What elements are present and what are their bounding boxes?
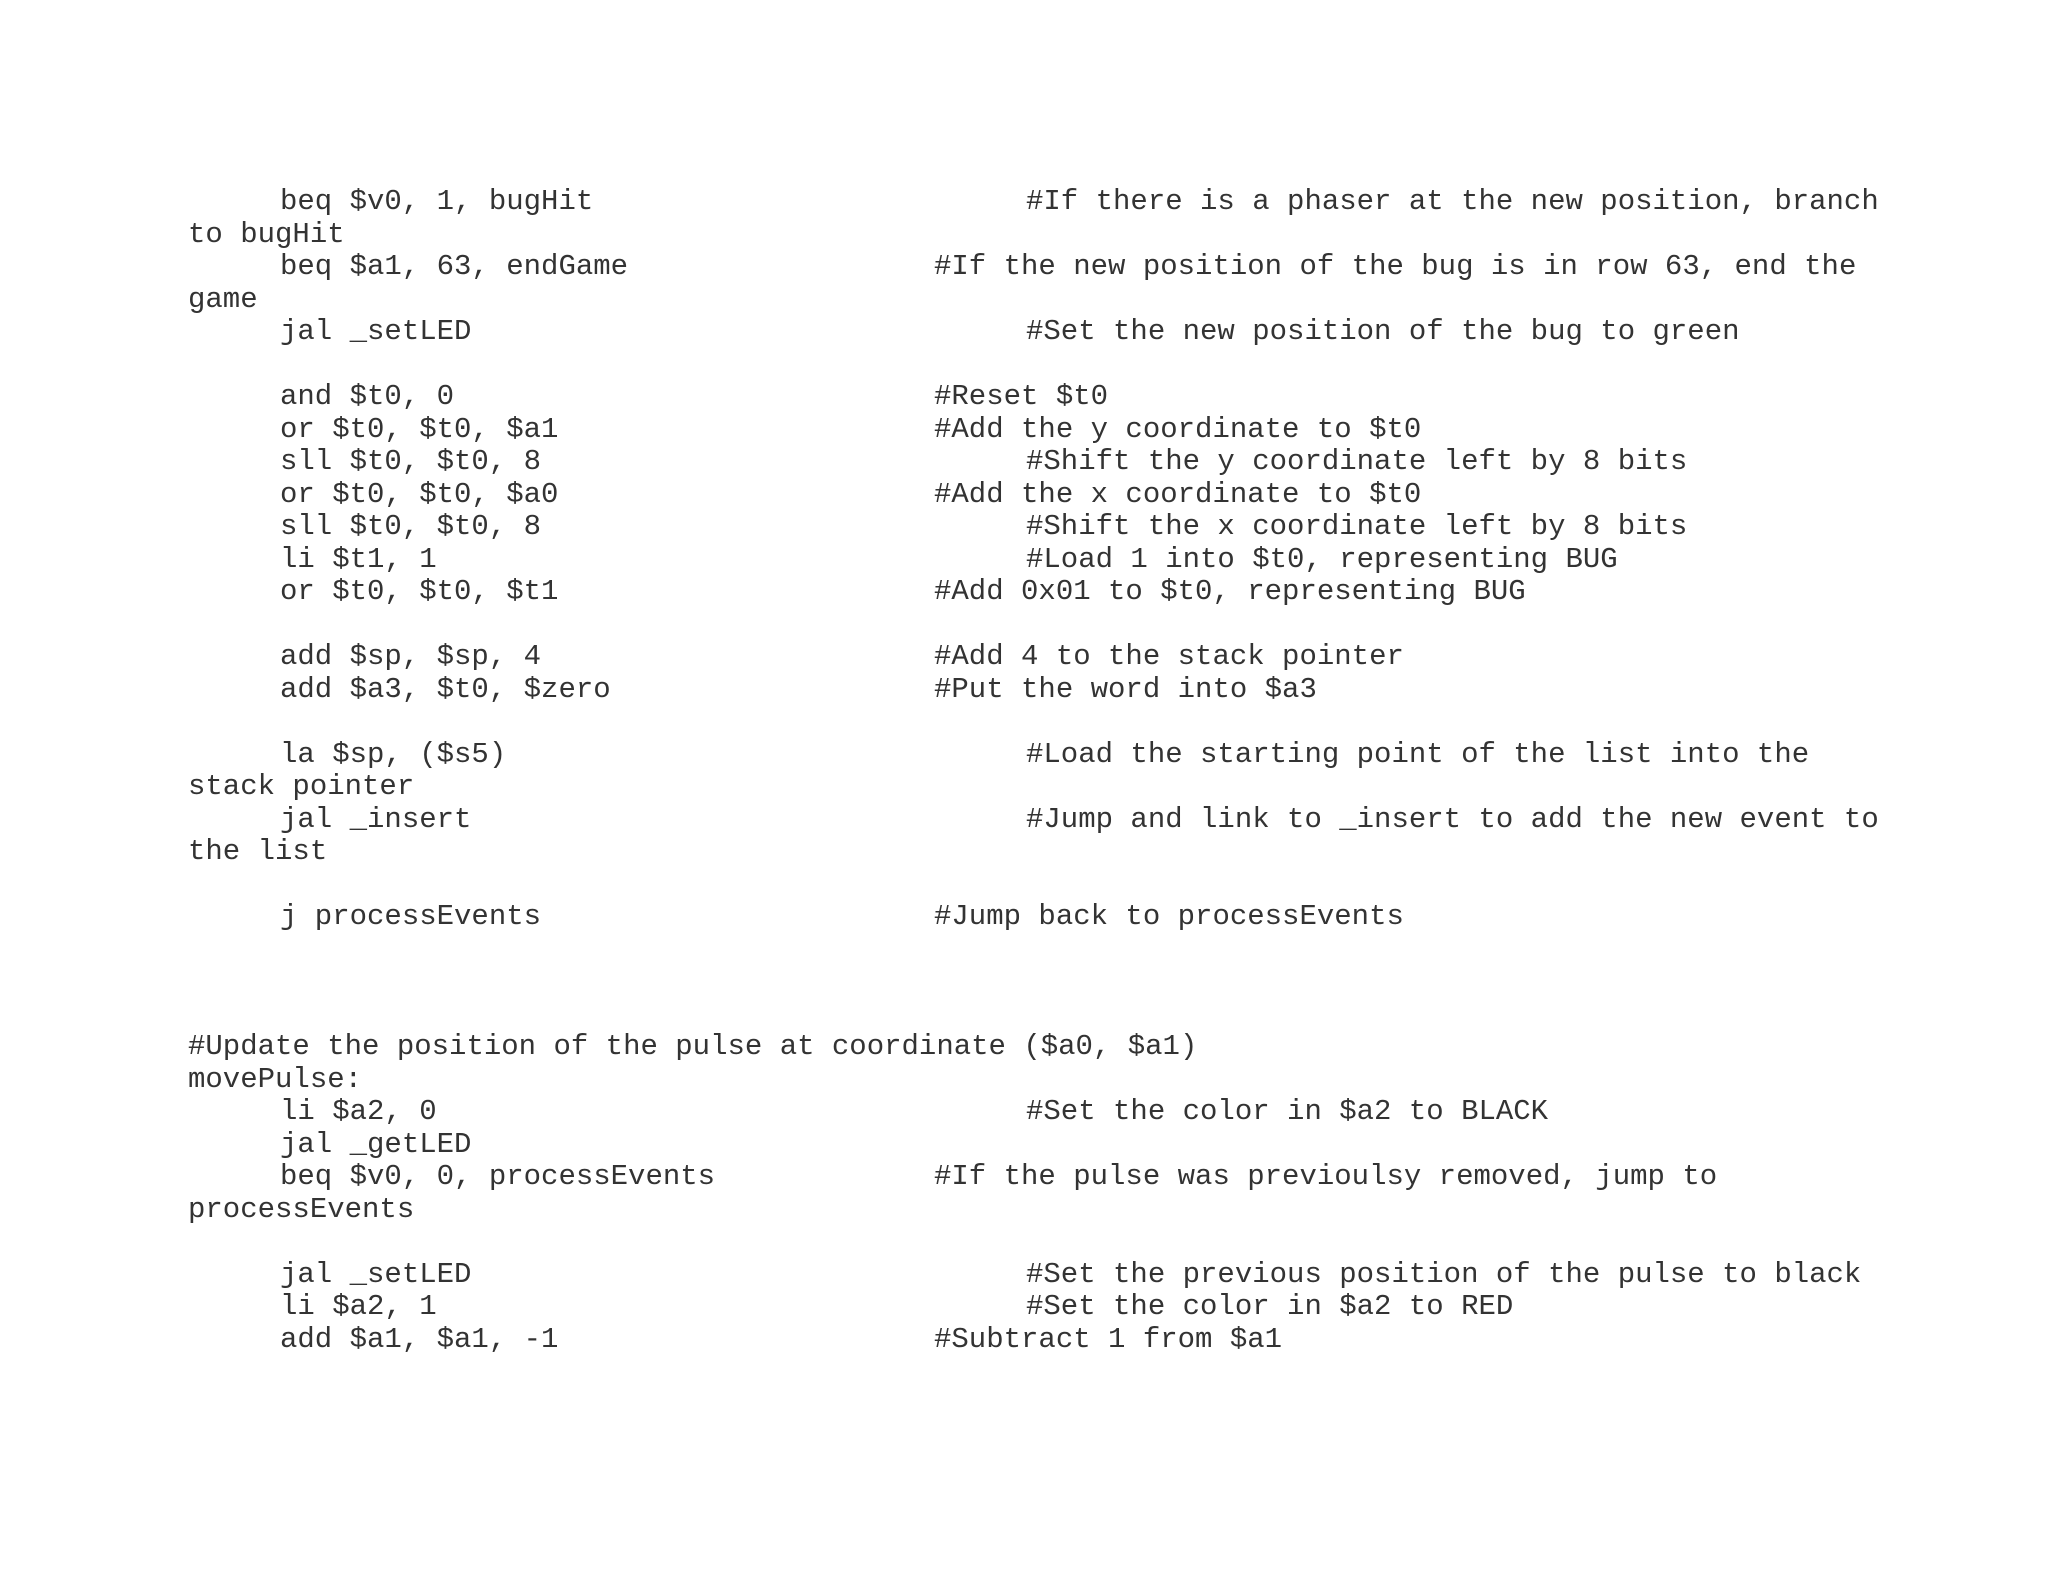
code-line — [188, 1096, 1928, 1129]
instruction: or $t0, $t0, $a1 — [280, 412, 559, 446]
code-comment: #Add 0x01 to $t0, representing BUG — [934, 575, 1526, 608]
instruction: and $t0, 0 — [280, 380, 455, 413]
code-line — [188, 381, 1928, 414]
code-line — [188, 446, 1928, 479]
blank-line — [188, 349, 1928, 382]
code-line — [188, 804, 1928, 837]
code-comment: #Set the previous position of the pulse to black — [1026, 1257, 1862, 1291]
code-comment: #Load 1 into $t0, representing BUG — [1026, 542, 1618, 576]
code-comment: #Put the word into $a3 — [934, 672, 1317, 706]
instruction: sll $t0, $t0, 8 — [280, 445, 542, 478]
code-line — [188, 479, 1928, 512]
code-line — [188, 511, 1928, 544]
comment-wrap-continuation: game — [188, 282, 258, 316]
instruction: beq $v0, 0, processEvents — [280, 1160, 716, 1193]
code-comment: #Jump back to processEvents — [934, 900, 1404, 933]
code-line — [188, 576, 1928, 609]
code-comment: #Set the color in $a2 to RED — [1026, 1290, 1514, 1323]
code-line — [188, 1161, 1928, 1194]
instruction: sll $t0, $t0, 8 — [280, 510, 542, 543]
code-line — [188, 641, 1928, 674]
code-line — [188, 1324, 1928, 1357]
code-comment: #Load the starting point of the list into the — [1026, 737, 1810, 771]
code-line — [188, 251, 1928, 284]
instruction: add $a1, $a1, -1 — [280, 1322, 559, 1356]
code-comment: #Shift the x coordinate left by 8 bits — [1026, 510, 1688, 543]
code-comment: #Add the x coordinate to $t0 — [934, 477, 1422, 511]
code-comment: #If the pulse was previoulsy removed, jump to — [934, 1160, 1718, 1193]
comment-wrap-continuation: processEvents — [188, 1192, 415, 1226]
code-comment: #If the new position of the bug is in row 63, end the — [934, 250, 1857, 283]
instruction: li $a2, 0 — [280, 1095, 437, 1128]
blank-line — [188, 869, 1928, 902]
code-line — [188, 901, 1928, 934]
instruction: beq $a1, 63, endGame — [280, 250, 629, 283]
code-comment: #Shift the y coordinate left by 8 bits — [1026, 445, 1688, 478]
code-line — [188, 739, 1928, 772]
instruction: add $a3, $t0, $zero — [280, 672, 611, 706]
blank-line — [188, 999, 1928, 1032]
instruction: jal _setLED — [280, 315, 472, 348]
blank-line — [188, 934, 1928, 967]
instruction: beq $v0, 1, bugHit — [280, 185, 594, 218]
code-line — [188, 674, 1928, 707]
code-comment: #Add the y coordinate to $t0 — [934, 412, 1422, 446]
instruction: li $t1, 1 — [280, 542, 437, 576]
assembly-code-listing — [188, 186, 1928, 1356]
comment-wrap-continuation: to bugHit — [188, 217, 345, 251]
code-comment: #Add 4 to the stack pointer — [934, 640, 1404, 673]
code-line — [188, 1291, 1928, 1324]
comment-wrap-continuation: the list — [188, 835, 328, 868]
instruction: or $t0, $t0, $a0 — [280, 477, 559, 511]
code-line — [188, 316, 1928, 349]
code-comment: #Set the color in $a2 to BLACK — [1026, 1095, 1549, 1128]
code-line — [188, 544, 1928, 577]
code-comment: #Subtract 1 from $a1 — [934, 1322, 1283, 1356]
code-line — [188, 1129, 1928, 1162]
instruction: or $t0, $t0, $t1 — [280, 575, 559, 608]
code-comment: #If there is a phaser at the new position, branch — [1026, 185, 1879, 218]
instruction: jal _insert — [280, 802, 472, 836]
code-line-unindented: #Update the position of the pulse at coordinate ($a0, $a1) — [188, 1030, 1198, 1063]
instruction: jal _getLED — [280, 1127, 472, 1161]
instruction: la $sp, ($s5) — [280, 737, 507, 771]
code-line — [188, 186, 1928, 219]
code-line-unindented: movePulse: — [188, 1062, 363, 1096]
comment-wrap-continuation: stack pointer — [188, 770, 415, 803]
code-line — [188, 414, 1928, 447]
code-line — [188, 1259, 1928, 1292]
instruction: j processEvents — [280, 900, 542, 933]
instruction: add $sp, $sp, 4 — [280, 640, 542, 673]
code-comment: #Set the new position of the bug to green — [1026, 315, 1740, 348]
blank-line — [188, 966, 1928, 999]
blank-line — [188, 1226, 1928, 1259]
blank-line — [188, 609, 1928, 642]
instruction: jal _setLED — [280, 1257, 472, 1291]
instruction: li $a2, 1 — [280, 1290, 437, 1323]
blank-line — [188, 706, 1928, 739]
code-comment: #Reset $t0 — [934, 380, 1109, 413]
code-comment: #Jump and link to _insert to add the new event to — [1026, 802, 1879, 836]
